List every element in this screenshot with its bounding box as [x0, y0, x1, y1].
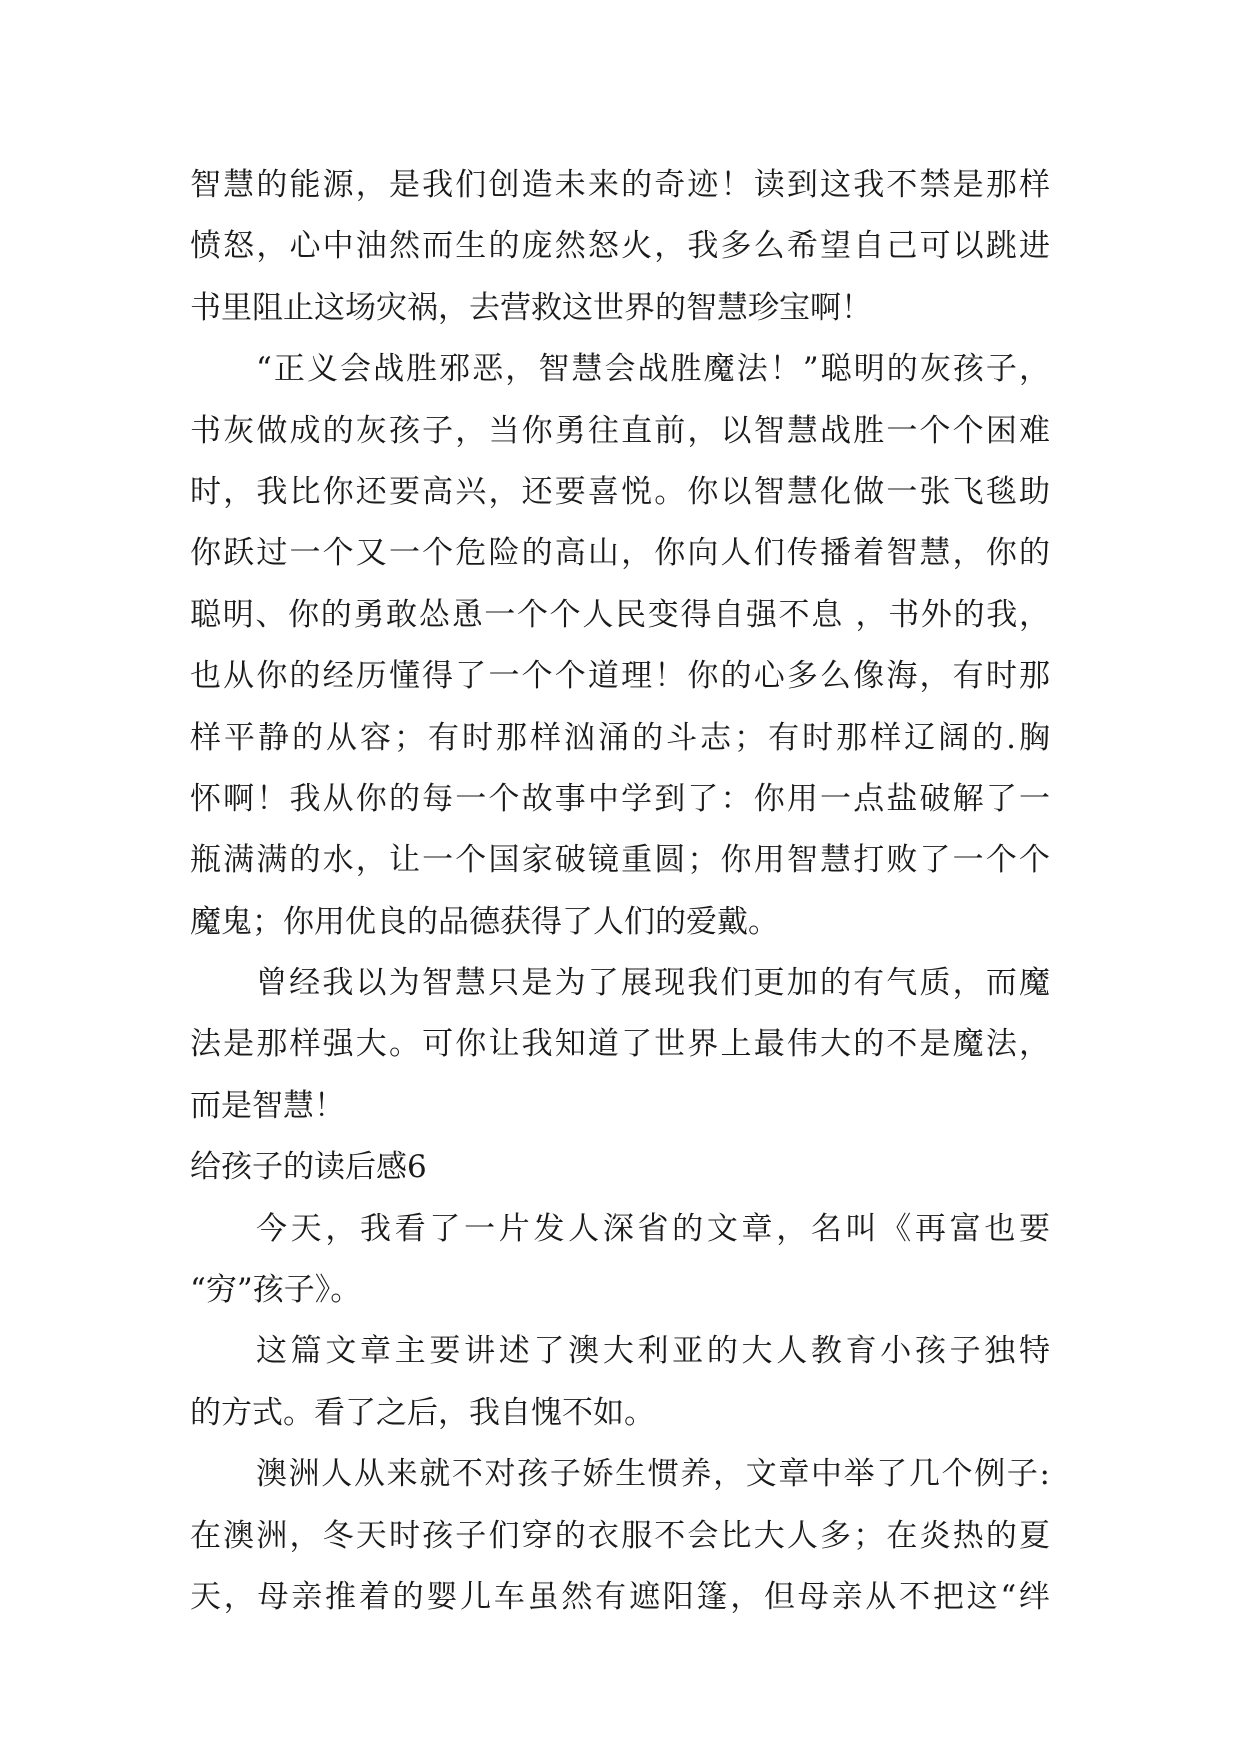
paragraph: [190, 1321, 1050, 1444]
text-line: 愤怒，心中油然而生的庞然怒火，我多么希望自己可以跳进: [190, 228, 1050, 265]
text-line: 怀啊！我从你的每一个故事中学到了：你用一点盐破解了一: [190, 780, 1050, 817]
paragraph: [190, 1444, 1050, 1628]
text-line: 魔鬼；你用优良的品德获得了人们的爱戴。: [190, 903, 779, 940]
text-line: 法是那样强大。可你让我知道了世界上最伟大的不是魔法，: [190, 1026, 1050, 1063]
paragraph: [190, 155, 1050, 339]
text-line: 曾经我以为智慧只是为了展现我们更加的有气质，而魔: [256, 965, 1050, 1002]
text-line: “穷”孩子》。: [190, 1272, 362, 1309]
text-line: 书里阻止这场灾祸，去营救这世界的智慧珍宝啊！: [190, 289, 872, 326]
text-line: 这篇文章主要讲述了澳大利亚的大人教育小孩子独特: [256, 1333, 1050, 1370]
text-line: 瓶满满的水，让一个国家破镜重圆；你用智慧打败了一个个: [190, 842, 1050, 879]
paragraph: [190, 953, 1050, 1137]
paragraph: [190, 1199, 1050, 1322]
text-line: 天，母亲推着的婴儿车虽然有遮阳篷，但母亲从不把这“绊: [190, 1578, 1050, 1615]
text-line: 智慧的能源，是我们创造未来的奇迹！读到这我不禁是那样: [190, 167, 1050, 203]
section-heading: 给孩子的读后感6: [190, 1149, 427, 1186]
text-line: 你跃过一个又一个危险的高山，你向人们传播着智慧，你的: [190, 535, 1050, 572]
paragraph: [190, 339, 1050, 953]
text-line: 也从你的经历懂得了一个个道理！你的心多么像海，有时那: [190, 658, 1050, 695]
text-line: 样平静的从容；有时那样汹涌的斗志；有时那样辽阔的.胸: [190, 719, 1050, 756]
document-body: [190, 155, 1050, 1628]
text-line: 的方式。看了之后，我自愧不如。: [190, 1394, 655, 1431]
text-line: 聪明、你的勇敢怂恿一个个人民变得自强不息 ，书外的我，: [190, 596, 1050, 633]
text-line: 时，我比你还要高兴，还要喜悦。你以智慧化做一张飞毯助: [190, 473, 1050, 510]
text-line: 澳洲人从来就不对孩子娇生惯养，文章中举了几个例子:: [256, 1456, 1050, 1493]
text-line: 今天，我看了一片发人深省的文章，名叫《再富也要: [256, 1210, 1050, 1247]
text-line: 而是智慧！: [190, 1087, 345, 1124]
text-line: 在澳洲，冬天时孩子们穿的衣服不会比大人多；在炎热的夏: [190, 1517, 1050, 1554]
text-line: “正义会战胜邪恶，智慧会战胜魔法！”聪明的灰孩子，: [256, 351, 1050, 388]
text-line: 书灰做成的灰孩子，当你勇往直前，以智慧战胜一个个困难: [190, 412, 1050, 449]
